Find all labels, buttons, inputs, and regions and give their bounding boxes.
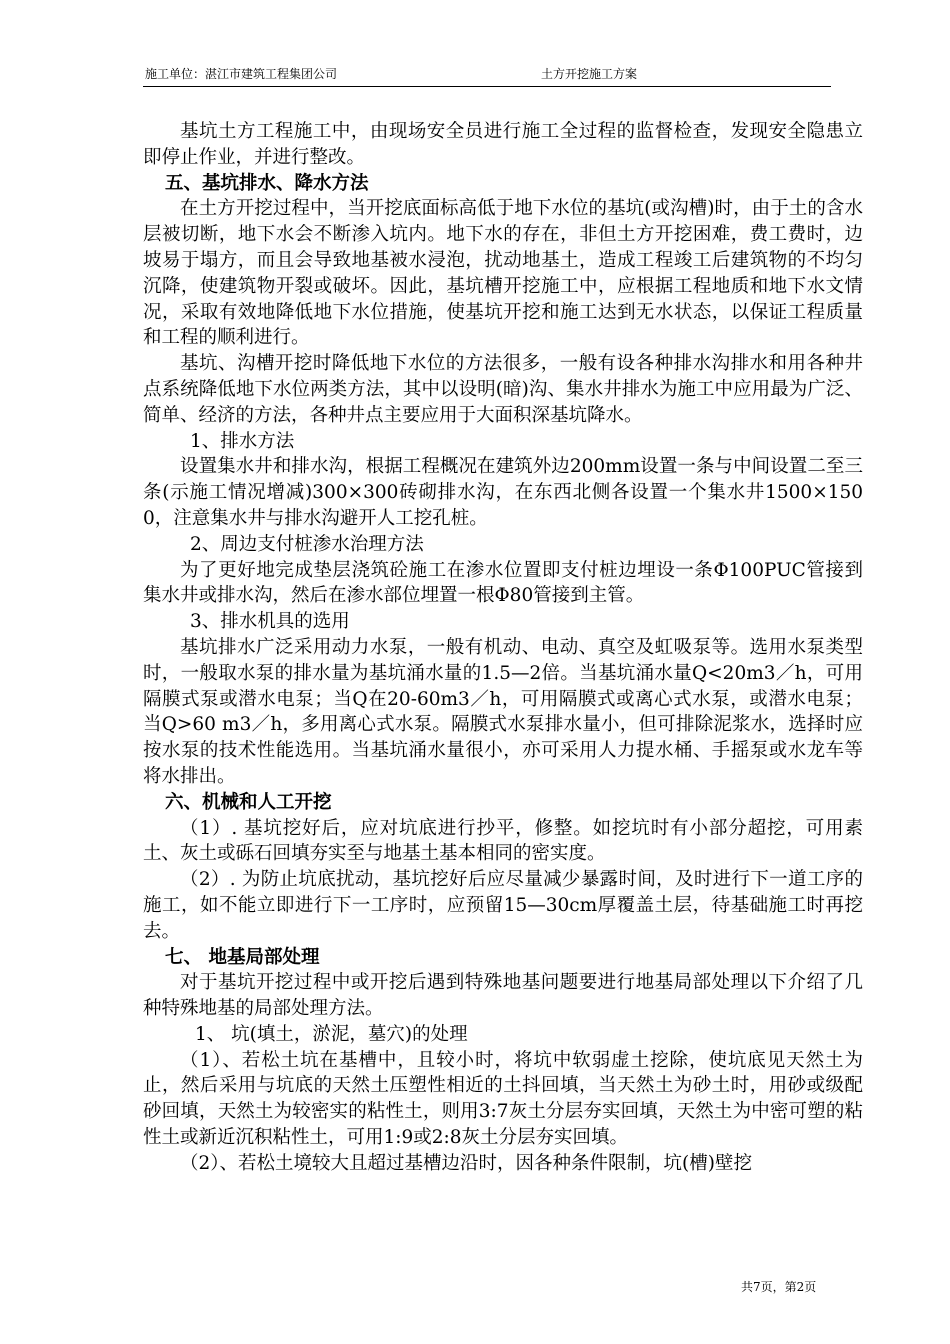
paragraph-drainage-intro: 在土方开挖过程中，当开挖底面标高低于地下水位的基坑(或沟槽)时，由于土的含水层被切断，地下水会不断渗入坑内。地下水的存在，非但土方开挖困难，费工费时，边坡易于塌方，而且会导致地基被水浸泡，扰动地基土，造成工程竣工后建筑物的不均匀沉降，使建筑物开裂或破坏。因此，基坑槽开挖施工中，应根据工程地质和地下水文情况，采取有效地降低地下水位措施，使基坑开挖和施工达到无水状态，以保证工程质量和工程的顺利进行。 xyxy=(143,198,863,349)
document-body xyxy=(143,119,863,1177)
paragraph-foundation-intro: 对于基坑开挖过程中或开挖后遇到特殊地基问题要进行地基局部处理以下介绍了几种特殊地基的局部处理方法。 xyxy=(143,972,863,1020)
paragraph-drainage-method: 设置集水井和排水沟，根据工程概况在建筑外边200mm设置一条与中间设置二至三条(示施工情况增减)300×300砖砌排水沟，在东西北侧各设置一个集水井1500×1500，注意集水井与排水沟避开人工挖孔桩。 xyxy=(143,456,863,529)
page-footer: 共7页，第2页 xyxy=(741,1280,817,1294)
page-header xyxy=(143,64,831,87)
paragraph-seepage-treatment: 为了更好地完成垫层浇筑砼施工在渗水位置即支付桩边埋设一条Φ100PUC管接到集水井或排水沟，然后在渗水部位埋置一根Φ80管接到主管。 xyxy=(143,559,863,607)
heading-section-5: 五、基坑排水、降水方法 xyxy=(165,172,369,194)
subheading-pit-treatment: 1、 坑(填土，淤泥，墓穴)的处理 xyxy=(195,1023,468,1045)
paragraph-safety: 基坑土方工程施工中，由现场安全员进行施工全过程的监督检查，发现安全隐患立即停止作业，并进行整改。 xyxy=(143,121,863,168)
heading-section-6: 六、机械和人工开挖 xyxy=(165,791,332,813)
subheading-pump-selection: 3、排水机具的选用 xyxy=(190,611,350,633)
header-company: 施工单位：湛江市建筑工程集团公司 xyxy=(145,67,338,81)
paragraph-pit-treatment-2: （2）、若松土境较大且超过基槽边沿时，因各种条件限制，坑(槽)壁挖 xyxy=(180,1152,752,1174)
paragraph-pit-treatment-1: （1）、若松土坑在基槽中，且较小时，将坑中软弱虚土挖除，使坑底见天然土为止，然后采用与坑底的天然土压塑性相近的土抖回填，当天然土为砂土时，用砂或级配砂回填，天然土为较密实的粘性土，则用3:7灰土分层夯实回填，天然土为中密可塑的粘性土或新近沉积粘性土，可用1:9或2:8灰土分层夯实回填。 xyxy=(143,1049,863,1149)
paragraph-excavation-1: （1）. 基坑挖好后，应对坑底进行抄平，修整。如挖坑时有小部分超挖，可用素土、灰土或砾石回填夯实至与地基土基本相同的密实度。 xyxy=(143,817,863,865)
paragraph-pump-selection: 基坑排水广泛采用动力水泵，一般有机动、电动、真空及虹吸泵等。选用水泵类型时，一般取水泵的排水量为基坑涌水量的1.5—2倍。当基坑涌水量Q<20m3／h，可用隔膜式泵或潜水电泵；当Q在20-60m3／h，可用隔膜式或离心式水泵，或潜水电泵；当Q>60 m3／h，多用离心式水泵。隔膜式水泵排水量小，但可排除泥浆水，选择时应按水泵的技术性能选用。当基坑涌水量很小，亦可采用人力提水桶、手摇泵或水龙车等将水排出。 xyxy=(143,636,863,787)
heading-section-7: 七、 地基局部处理 xyxy=(165,946,320,968)
header-doc-title: 土方开挖施工方案 xyxy=(541,67,638,81)
subheading-drainage-method: 1、排水方法 xyxy=(190,430,295,452)
paragraph-drainage-methods: 基坑、沟槽开挖时降低地下水位的方法很多，一般有设各种排水沟排水和用各种井点系统降低地下水位两类方法，其中以设明(暗)沟、集水井排水为施工中应用最为广泛、简单、经济的方法，各种井点主要应用于大面积深基坑降水。 xyxy=(143,353,863,426)
subheading-seepage-treatment: 2、周边支付桩渗水治理方法 xyxy=(190,533,424,555)
paragraph-excavation-2: （2）. 为防止坑底扰动，基坑挖好后应尽量减少暴露时间，及时进行下一道工序的施工，如不能立即进行下一工序时，应预留15—30cm厚覆盖土层，待基础施工时再挖去。 xyxy=(143,869,863,942)
